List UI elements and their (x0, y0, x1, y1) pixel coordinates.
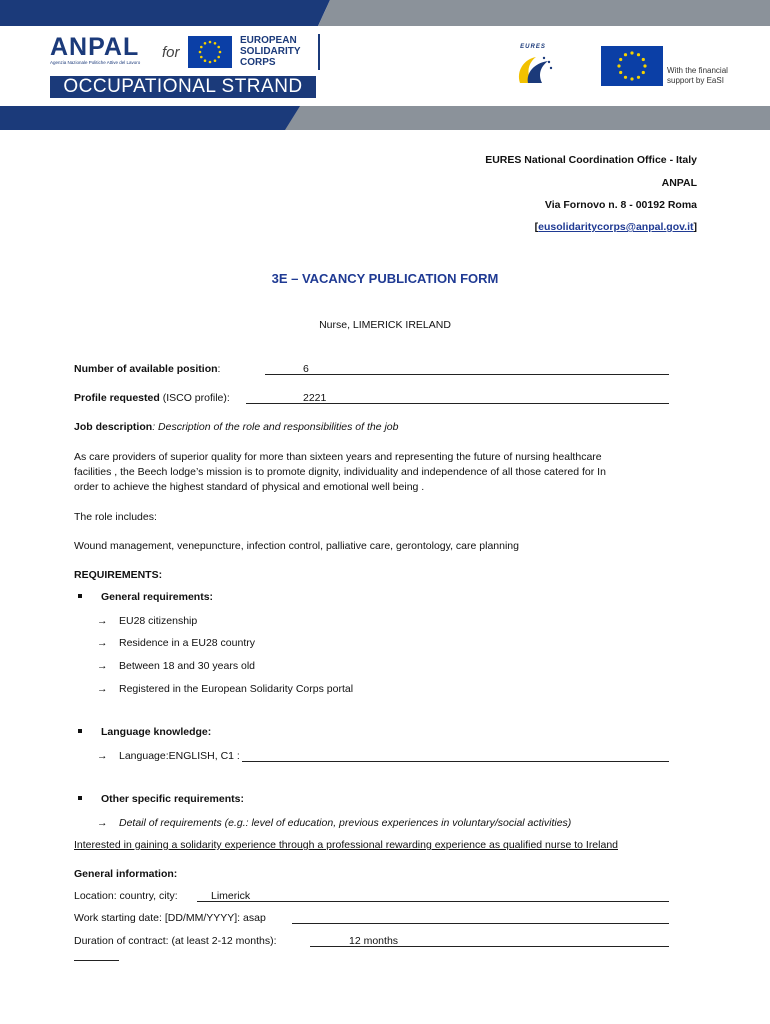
description-line-3: order to achieve the highest standard of physical and emotional well being . (74, 481, 425, 493)
description-line-1: As care providers of superior quality for more than sixteen years and representing the future of nursing healthcare (74, 451, 602, 463)
occupational-strand-banner: OCCUPATIONAL STRAND (50, 76, 316, 98)
email-link[interactable]: eusolidaritycorps@anpal.gov.it (538, 221, 694, 233)
eu-flag-icon (188, 36, 232, 70)
arrow-icon: → (97, 817, 108, 829)
jobdesc-label: Job description (74, 421, 153, 433)
arrow-icon: → (97, 683, 108, 695)
eures-logo (512, 44, 554, 88)
anpal-subtitle: Agenzia Nazionale Politiche Attive del Lavoro (50, 60, 141, 65)
jobdesc-hint: : Description of the role and responsibilities of the job (152, 421, 399, 433)
general-item (97, 636, 255, 650)
address-email-line (535, 220, 697, 234)
general-requirements-heading: General requirements: (101, 591, 214, 603)
arrow-icon: → (97, 615, 108, 627)
bullet-icon (78, 796, 82, 800)
location-label: Location: country, city: (74, 890, 178, 902)
jobdesc-row (74, 420, 399, 434)
profile-label: Profile requested (74, 392, 160, 404)
language-item (97, 749, 240, 763)
esc-line-2: SOLIDARITY (240, 46, 301, 57)
esc-line-1: EUROPEAN (240, 35, 297, 46)
requirements-heading: REQUIREMENTS: (74, 569, 163, 581)
esc-logo (188, 34, 320, 70)
general-item-label: Between 18 and 30 years old (119, 660, 256, 672)
language-item-label: Language:ENGLISH, C1 : (119, 750, 240, 762)
general-item (97, 682, 353, 696)
positions-row (74, 362, 220, 376)
general-information-heading: General information: (74, 868, 178, 880)
profile-value[interactable]: 2221 (303, 392, 327, 404)
eures-emblem-icon (514, 53, 554, 87)
positions-label: Number of available position (74, 363, 218, 375)
positions-underline (265, 374, 669, 375)
general-item-label: Registered in the European Solidarity Corps portal (119, 683, 354, 695)
start-date-label: Work starting date: [DD/MM/YYYY]: asap (74, 912, 266, 924)
general-item-label: EU28 citizenship (119, 615, 198, 627)
trailing-underline (74, 960, 119, 961)
duration-value[interactable]: 12 months (349, 935, 399, 947)
bracket-close: ] (693, 221, 697, 233)
for-label: for (162, 44, 180, 61)
duration-label: Duration of contract: (at least 2-12 months): (74, 935, 277, 947)
profile-row (74, 391, 230, 405)
eures-wordmark: EURES (520, 44, 546, 50)
language-heading: Language knowledge: (101, 726, 212, 738)
arrow-icon: → (97, 660, 108, 672)
general-item (97, 659, 255, 673)
general-item (97, 614, 197, 628)
other-requirements-heading: Other specific requirements: (101, 793, 244, 805)
address-street: Via Fornovo n. 8 - 00192 Roma (544, 199, 697, 211)
start-date-underline (292, 923, 669, 924)
other-requirements-text[interactable]: Interested in gaining a solidarity experience through a professional rewarding experience as qualified nurse to Ireland (74, 839, 619, 851)
role-list: Wound management, venepuncture, infection control, palliative care, gerontology, care planning (74, 540, 519, 552)
form-subtitle: Nurse, LIMERICK IRELAND (319, 319, 451, 331)
form-title: 3E – VACANCY PUBLICATION FORM (271, 271, 499, 286)
positions-value[interactable]: 6 (303, 363, 309, 375)
language-underline (242, 761, 669, 762)
address-office: EURES National Coordination Office - Italy (485, 154, 697, 166)
anpal-logo (50, 34, 140, 66)
esc-line-3: CORPS (240, 57, 276, 68)
other-hint-row (97, 816, 571, 830)
address-agency: ANPAL (661, 177, 697, 189)
eu-flag-easi-icon (601, 46, 663, 86)
bracket-open: [ (534, 221, 539, 233)
other-requirements-hint: Detail of requirements (e.g.: level of education, previous experiences in voluntary/social activities) (119, 817, 572, 829)
location-value[interactable]: Limerick (211, 890, 251, 902)
general-item-label: Residence in a EU28 country (119, 637, 255, 649)
anpal-wordmark: ANPAL (50, 33, 140, 61)
role-includes-label: The role includes: (74, 511, 157, 523)
bullet-icon (78, 594, 82, 598)
arrow-icon: → (97, 750, 108, 762)
location-underline (197, 901, 669, 902)
bullet-icon (78, 729, 82, 733)
arrow-icon: → (97, 637, 108, 649)
description-line-2: facilities , the Beech lodge’s mission is to promote dignity, individuality and independence of all those catered for In (74, 466, 606, 478)
profile-suffix: (ISCO profile): (162, 392, 230, 404)
positions-colon: : (217, 363, 221, 375)
eu-support-text: With the financial support by EaSI (667, 66, 728, 85)
